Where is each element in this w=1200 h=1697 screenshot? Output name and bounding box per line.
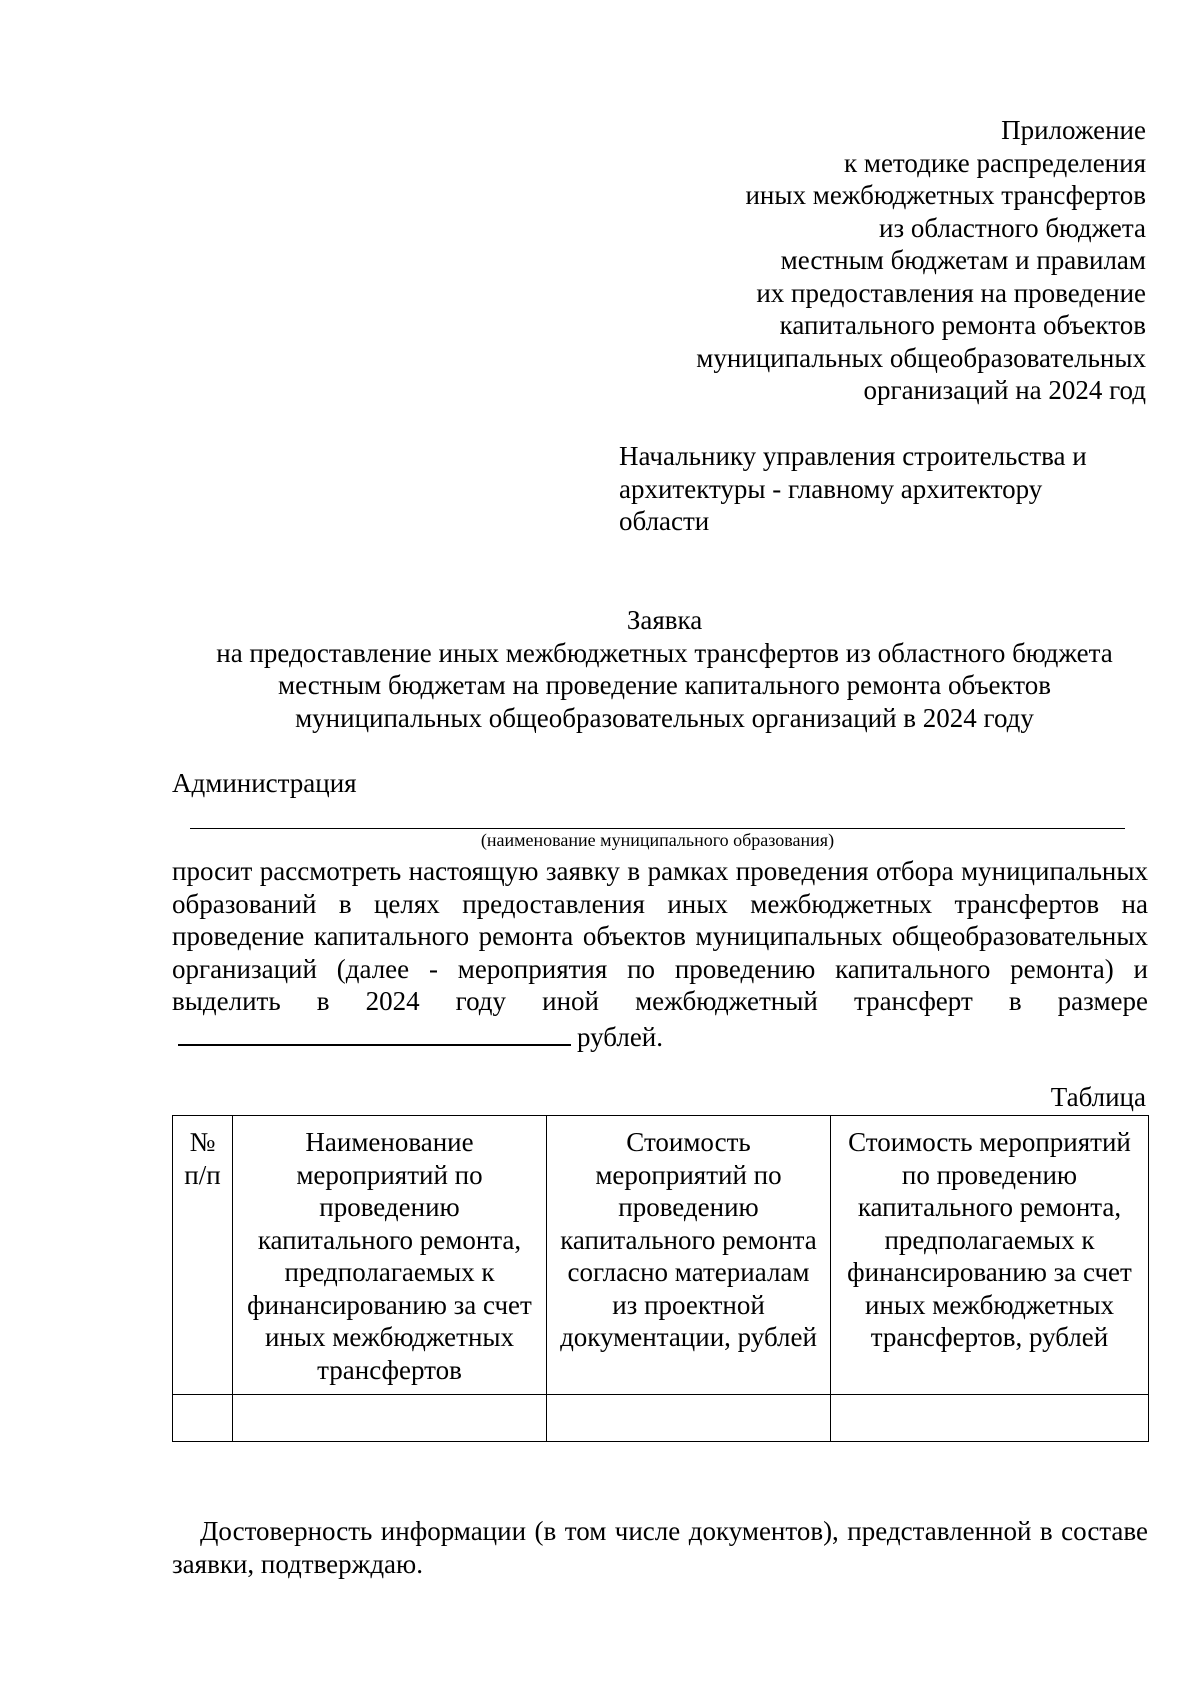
table-cell[interactable] <box>173 1395 233 1442</box>
table-row <box>173 1395 1149 1442</box>
header-transfer-cost: Стоимость мероприятий по проведению капитального ремонта, предполагаемых к финансированию за счет иных межбюджетных трансфертов, рублей <box>831 1116 1149 1395</box>
table-cell[interactable] <box>233 1395 547 1442</box>
table-cell[interactable] <box>831 1395 1149 1442</box>
table-header-row <box>173 1116 1149 1395</box>
document-title: Заявка <box>626 605 703 635</box>
header-number: № п/п <box>173 1116 233 1395</box>
appendix-note <box>446 114 1146 407</box>
appendix-line: капитального ремонта объектов <box>779 310 1146 340</box>
appendix-line: иных межбюджетных трансфертов <box>745 180 1146 210</box>
amount-blank-field[interactable] <box>178 1018 571 1046</box>
addressee-line: Начальнику управления строительства и <box>619 441 1087 471</box>
measures-table <box>172 1115 1149 1442</box>
table-cell[interactable] <box>547 1395 831 1442</box>
addressee-line: области <box>619 506 710 536</box>
appendix-line: Приложение <box>1001 115 1146 145</box>
appendix-line: муниципальных общеобразовательных <box>696 342 1146 373</box>
table-caption: Таблица <box>1050 1082 1146 1112</box>
administration-label: Администрация <box>172 768 357 798</box>
document-heading <box>172 604 1157 734</box>
request-paragraph <box>172 855 1148 1053</box>
municipality-name-caption: (наименование муниципального образования) <box>480 830 835 850</box>
addressee-line: архитектуры - главному архитектору <box>619 473 1043 504</box>
addressee-block <box>619 440 1139 538</box>
appendix-line: организаций на 2024 год <box>863 375 1146 405</box>
appendix-line: к методике распределения <box>843 147 1146 178</box>
header-design-cost: Стоимость мероприятий по проведению капитального ремонта согласно материалам из проектной документации, рублей <box>547 1116 831 1395</box>
document-subtitle-line: муниципальных общеобразовательных организаций в 2024 году <box>295 702 1034 733</box>
appendix-line: местным бюджетам и правилам <box>780 245 1146 275</box>
confirmation-paragraph: Достоверность информации (в том числе документов), представленной в составе заявки, подтверждаю. <box>172 1516 1148 1579</box>
appendix-line: их предоставления на проведение <box>756 277 1146 308</box>
request-text-currency: рублей. <box>577 1021 664 1052</box>
request-text: просит рассмотреть настоящую заявку в рамках проведения отбора муниципальных образований в целях предоставления иных межбюджетных трансфертов на проведение капитального ремонта объектов муниципальных общеобразовательных организаций (далее - мероприятия по проведению капитального ремонта) и выделить в 2024 году иной межбюджетный трансферт в размере <box>172 856 1148 1016</box>
document-subtitle-line: на предоставление иных межбюджетных трансфертов из областного бюджета <box>216 637 1113 668</box>
document-subtitle-line: местным бюджетам на проведение капитального ремонта объектов <box>278 670 1051 700</box>
header-measure-name: Наименование мероприятий по проведению капитального ремонта, предполагаемых к финансированию за счет иных межбюджетных трансфертов <box>233 1116 547 1395</box>
appendix-line: из областного бюджета <box>879 212 1146 243</box>
